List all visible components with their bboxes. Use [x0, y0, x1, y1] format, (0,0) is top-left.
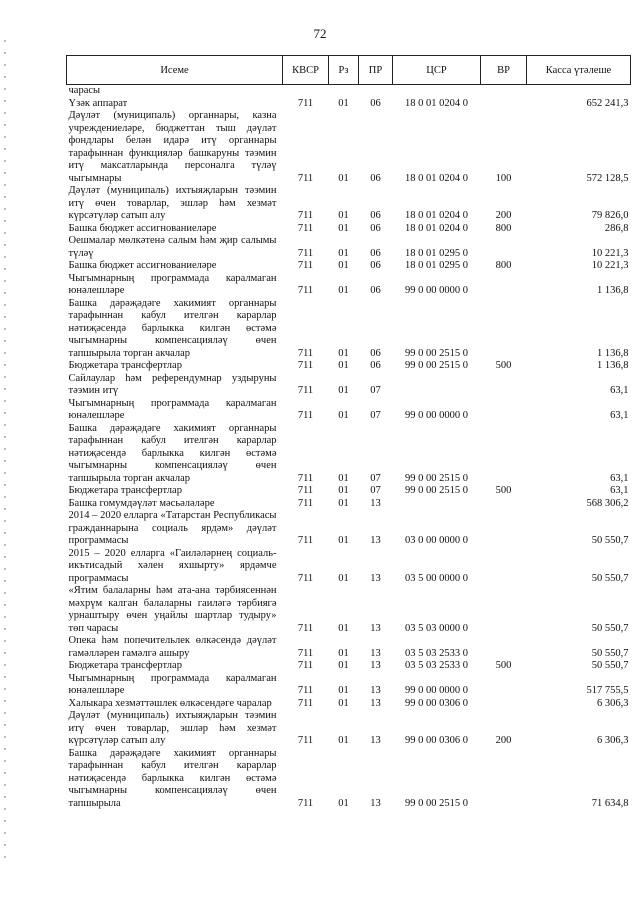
- row-csr: 99 0 00 0306 0: [405, 697, 468, 709]
- header-rz: Рз: [329, 56, 359, 85]
- row-kvsr: 711: [297, 535, 314, 546]
- row-csr: 99 0 00 2515 0: [405, 472, 468, 484]
- row-kvsr: 711: [297, 735, 314, 746]
- row-pr: 06: [370, 347, 381, 359]
- table-row: [67, 585, 631, 635]
- row-amount: 568 306,2: [586, 497, 629, 509]
- row-amount: 10 221,3: [591, 247, 629, 259]
- row-name: Чыгымнарның программада каралмаган юнәлешләре: [68, 397, 277, 421]
- row-vr: 500: [495, 660, 512, 671]
- row-amount: 79 826,0: [591, 210, 629, 221]
- row-name: Башка дәрәҗәдәге хакимият органнары тарафыннан кабул ителгән карарлар нәтиҗәсендә барлыкка килгән өстәмә чыгымнарны компенсацияләү өчен тапшырыла: [68, 747, 277, 809]
- row-name: Бюджетара трансфертлар: [68, 660, 182, 671]
- row-csr: 99 0 00 2515 0: [405, 485, 468, 496]
- row-amount: 572 128,5: [586, 172, 629, 184]
- row-rz: 01: [338, 572, 349, 584]
- row-pr: 06: [370, 247, 381, 259]
- table-row: [67, 235, 631, 260]
- row-pr: 07: [370, 485, 381, 496]
- row-pr: 06: [370, 222, 381, 234]
- row-rz: 01: [338, 685, 349, 696]
- row-amount: 63,1: [610, 472, 629, 484]
- row-vr: [481, 585, 527, 635]
- row-name: 2014 – 2020 елларга «Татарстан Республикасы гражданнарына социаль ярдәм» дәүләт программасы: [68, 510, 277, 546]
- row-vr: [481, 398, 527, 423]
- table-row: [67, 485, 631, 498]
- row-csr: [393, 373, 481, 398]
- row-name: Опека һәм попечительлек өлкәсендә дәүләт гамәлләрен гамәлгә ашыру: [68, 635, 277, 659]
- row-amount: 1 136,8: [597, 347, 629, 359]
- table-row: [67, 373, 631, 398]
- row-name: Чыгымнарның программада каралмаган юнәлешләре: [68, 672, 277, 696]
- row-pr: 13: [370, 685, 381, 696]
- table-row: [67, 548, 631, 586]
- row-amount: 50 550,7: [591, 572, 629, 584]
- table-row: [67, 398, 631, 423]
- row-amount: 63,1: [610, 485, 629, 496]
- row-name: 2015 – 2020 елларга «Гаиләләрнең социаль-икътисадый хәлен яхшырту» ярдәмче программасы: [68, 547, 277, 584]
- row-csr: 03 0 00 0000 0: [405, 535, 468, 546]
- row-rz: 01: [338, 535, 349, 546]
- table-row: [67, 185, 631, 223]
- row-vr: 100: [495, 172, 512, 184]
- row-rz: 01: [338, 660, 349, 671]
- table-row: [67, 423, 631, 486]
- row-pr: 13: [370, 572, 381, 584]
- row-amount: 6 306,3: [597, 735, 629, 746]
- row-vr: [481, 635, 527, 660]
- row-pr: 13: [370, 622, 381, 634]
- table-row: [67, 660, 631, 673]
- row-csr: 99 0 00 2515 0: [405, 360, 468, 371]
- row-kvsr: 711: [297, 172, 314, 184]
- row-kvsr: 711: [297, 360, 314, 371]
- row-pr: 13: [370, 735, 381, 746]
- row-name: Халыкара хезмәттәшлек өлкәсендәге чаралар: [68, 697, 272, 709]
- row-rz: 01: [338, 247, 349, 259]
- row-vr: 500: [495, 360, 512, 371]
- row-rz: 01: [338, 260, 349, 271]
- row-amount: 652 241,3: [586, 97, 629, 109]
- row-rz: 01: [338, 485, 349, 496]
- table-row: [67, 498, 631, 511]
- table-row: [67, 698, 631, 711]
- table-header-row: [67, 56, 631, 85]
- budget-table: [66, 55, 631, 810]
- table-row: [67, 110, 631, 185]
- table-row: [67, 710, 631, 748]
- row-vr: 500: [495, 485, 512, 496]
- row-kvsr: 711: [297, 410, 314, 421]
- row-name: Үзәк аппарат: [68, 97, 128, 109]
- table-body: [67, 85, 631, 811]
- row-pr: 06: [370, 172, 381, 184]
- row-vr: 800: [495, 222, 512, 234]
- row-pr: 06: [370, 210, 381, 221]
- row-name: Башка дәрәҗәдәге хакимият органнары тарафыннан кабул ителгән карарлар нәтиҗәсендә барлыкка килгән өстәмә чыгымнарны компенсацияләү өчен тапшырыла торган акчалар: [68, 297, 277, 359]
- row-csr: 03 5 03 0000 0: [405, 622, 468, 634]
- row-name: Дәүләт (муниципаль) органнары, казна учреждениеләре, бюджеттан тыш дәүләт фондлары белән идарә итү органнары тарафыннан функцияләр башкаруны тәэмин итү максатларында персоналга түләү чыгымнары: [68, 110, 277, 184]
- row-kvsr: 711: [297, 247, 314, 259]
- row-rz: 01: [338, 222, 349, 234]
- row-csr: 18 0 01 0204 0: [405, 222, 468, 234]
- row-rz: 01: [338, 210, 349, 221]
- row-kvsr: 711: [297, 472, 314, 484]
- row-kvsr: 711: [297, 260, 314, 271]
- row-csr: 18 0 01 0295 0: [405, 247, 468, 259]
- row-vr: [481, 498, 527, 511]
- row-pr: 13: [370, 797, 381, 809]
- scan-edge-marks: [4, 40, 6, 860]
- header-pr: ПР: [359, 56, 393, 85]
- row-pr: 13: [370, 497, 381, 509]
- row-name: Дәүләт (муниципаль) ихтыяҗларын тәэмин итү өчен товарлар, эшләр һәм хезмәт күрсәтүләр сатып алу: [68, 710, 277, 746]
- row-csr: 99 0 00 0306 0: [405, 735, 468, 746]
- row-rz: 01: [338, 172, 349, 184]
- row-kvsr: 711: [297, 210, 314, 221]
- row-name: Башка гомумдәүләт мәсьәләләре: [68, 497, 215, 509]
- row-kvsr: 711: [297, 222, 314, 234]
- row-kvsr: 711: [297, 647, 314, 659]
- row-kvsr: [283, 85, 329, 98]
- table-row: [67, 273, 631, 298]
- row-pr: 07: [370, 385, 381, 396]
- row-amount: 286,8: [604, 222, 629, 234]
- row-vr: 200: [495, 210, 512, 221]
- row-amount: 63,1: [610, 385, 629, 396]
- row-rz: 01: [338, 797, 349, 809]
- row-name: Сайлаулар һәм референдумнар уздыруны тәэмин итү: [68, 372, 277, 396]
- row-csr: 99 0 00 0000 0: [405, 410, 468, 421]
- row-amount: 50 550,7: [591, 660, 629, 671]
- row-rz: 01: [338, 347, 349, 359]
- row-rz: 01: [338, 697, 349, 709]
- row-pr: 06: [370, 97, 381, 109]
- row-pr: 06: [370, 285, 381, 296]
- row-rz: 01: [338, 385, 349, 396]
- table-row: [67, 98, 631, 111]
- row-kvsr: 711: [297, 797, 314, 809]
- row-vr: [481, 85, 527, 98]
- row-name: Бюджетара трансфертлар: [68, 485, 182, 496]
- row-pr: 13: [370, 660, 381, 671]
- row-csr: 03 5 03 2533 0: [405, 647, 468, 659]
- row-vr: [481, 673, 527, 698]
- header-kvsr: КВСР: [283, 56, 329, 85]
- row-pr: 06: [370, 260, 381, 271]
- row-vr: 200: [495, 735, 512, 746]
- row-csr: [393, 498, 481, 511]
- row-csr: 99 0 00 2515 0: [405, 797, 468, 809]
- row-vr: 800: [495, 260, 512, 271]
- row-name: Башка бюджет ассигнованиеләре: [68, 222, 217, 234]
- row-name: чарасы: [68, 85, 101, 96]
- row-csr: 18 0 01 0204 0: [405, 172, 468, 184]
- row-rz: 01: [338, 360, 349, 371]
- row-csr: 18 0 01 0204 0: [405, 97, 468, 109]
- row-csr: 18 0 01 0295 0: [405, 260, 468, 271]
- row-rz: 01: [338, 97, 349, 109]
- row-vr: [481, 748, 527, 811]
- row-pr: 13: [370, 535, 381, 546]
- row-kvsr: 711: [297, 660, 314, 671]
- row-csr: 03 5 03 2533 0: [405, 660, 468, 671]
- row-name: Оешмалар мөлкәтенә салым һәм җир салымы түләү: [68, 235, 277, 259]
- table-row: [67, 260, 631, 273]
- row-pr: 13: [370, 647, 381, 659]
- table-row: [67, 673, 631, 698]
- row-rz: 01: [338, 497, 349, 509]
- row-amount: [527, 85, 631, 98]
- row-kvsr: 711: [297, 697, 314, 709]
- header-csr: ЦСР: [393, 56, 481, 85]
- row-amount: 71 634,8: [591, 797, 629, 809]
- row-vr: [481, 423, 527, 486]
- row-amount: 517 755,5: [586, 685, 629, 696]
- row-name: Дәүләт (муниципаль) ихтыяҗларын тәэмин итү өчен товарлар, эшләр һәм хезмәт күрсәтүләр сатып алу: [68, 185, 277, 221]
- row-kvsr: 711: [297, 385, 314, 396]
- row-kvsr: 711: [297, 485, 314, 496]
- row-name: Чыгымнарның программада каралмаган юнәлешләре: [68, 272, 277, 296]
- row-kvsr: 711: [297, 497, 314, 509]
- row-amount: 1 136,8: [597, 360, 629, 371]
- row-csr: 03 5 00 0000 0: [405, 572, 468, 584]
- table-row: [67, 510, 631, 548]
- row-vr: [481, 298, 527, 361]
- table-row: [67, 360, 631, 373]
- row-amount: 50 550,7: [591, 647, 629, 659]
- row-vr: [481, 698, 527, 711]
- row-pr: 06: [370, 360, 381, 371]
- row-pr: 07: [370, 410, 381, 421]
- row-vr: [481, 373, 527, 398]
- table-row: [67, 635, 631, 660]
- row-csr: 99 0 00 2515 0: [405, 347, 468, 359]
- row-name: «Ятим балаларны һәм ата-ана тәрбиясеннән мәхрүм калган балаларны гаиләгә тәрбиягә урнаштыру өчен уңайлы шартлар тудыру» төп чарасы: [68, 585, 277, 634]
- row-vr: [481, 510, 527, 548]
- row-amount: 50 550,7: [591, 622, 629, 634]
- table-row: [67, 223, 631, 236]
- row-vr: [481, 235, 527, 260]
- row-kvsr: 711: [297, 347, 314, 359]
- row-amount: 1 136,8: [597, 285, 629, 296]
- row-csr: 18 0 01 0204 0: [405, 210, 468, 221]
- row-csr: [393, 85, 481, 98]
- row-rz: 01: [338, 735, 349, 746]
- row-kvsr: 711: [297, 572, 314, 584]
- row-amount: 63,1: [610, 410, 629, 421]
- header-kassa: Касса үтәлеше: [527, 56, 631, 85]
- row-name: Башка бюджет ассигнованиеләре: [68, 260, 217, 271]
- row-kvsr: 711: [297, 285, 314, 296]
- row-name: Бюджетара трансфертлар: [68, 360, 182, 371]
- table-row: [67, 298, 631, 361]
- row-pr: 07: [370, 472, 381, 484]
- table-row: [67, 748, 631, 811]
- row-rz: 01: [338, 472, 349, 484]
- row-kvsr: 711: [297, 622, 314, 634]
- row-kvsr: 711: [297, 97, 314, 109]
- row-csr: 99 0 00 0000 0: [405, 285, 468, 296]
- row-rz: 01: [338, 285, 349, 296]
- row-rz: 01: [338, 622, 349, 634]
- row-vr: [481, 98, 527, 111]
- page-number: 72: [313, 26, 327, 41]
- row-rz: [329, 85, 359, 98]
- row-pr: 13: [370, 697, 381, 709]
- row-amount: 6 306,3: [597, 697, 629, 709]
- row-vr: [481, 273, 527, 298]
- row-vr: [481, 548, 527, 586]
- row-csr: 99 0 00 0000 0: [405, 685, 468, 696]
- row-amount: 10 221,3: [591, 260, 629, 271]
- header-name: Исеме: [67, 56, 283, 85]
- row-kvsr: 711: [297, 685, 314, 696]
- row-rz: 01: [338, 647, 349, 659]
- row-amount: 50 550,7: [591, 535, 629, 546]
- row-pr: [359, 85, 393, 98]
- row-name: Башка дәрәҗәдәге хакимият органнары тарафыннан кабул ителгән карарлар нәтиҗәсендә барлыкка килгән өстәмә чыгымнарны компенсацияләү өчен тапшырыла торган акчалар: [68, 422, 277, 484]
- row-rz: 01: [338, 410, 349, 421]
- header-vr: ВР: [481, 56, 527, 85]
- table-row: [67, 85, 631, 98]
